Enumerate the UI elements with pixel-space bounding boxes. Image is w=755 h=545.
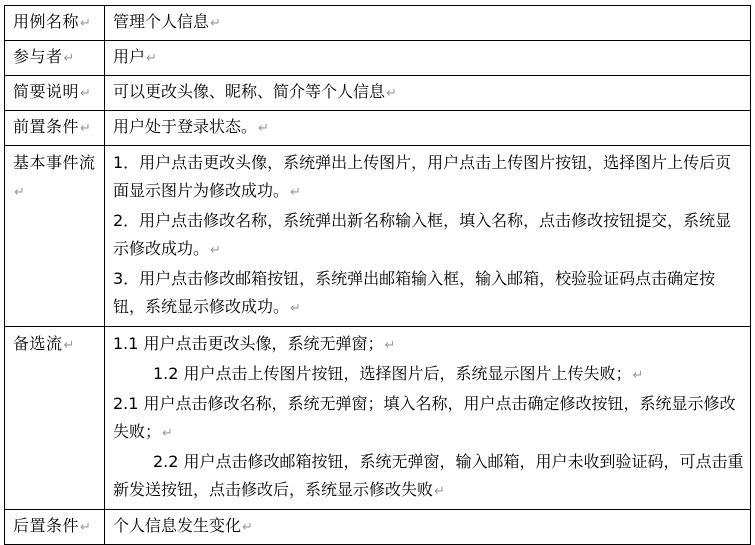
- paragraph-mark-icon: ↵: [290, 185, 301, 200]
- cell-value: [105, 510, 751, 545]
- flow-step-text: 2．用户点击修改名称，系统弹出新名称输入框，填入名称，点击修改按钮提交，系统显示修改成功。: [113, 211, 732, 258]
- label-text: 简要说明: [13, 82, 80, 101]
- label-text: 参与者: [13, 47, 63, 66]
- use-case-table: [4, 5, 751, 545]
- cell-label: [5, 327, 105, 510]
- flow-step: [113, 149, 744, 207]
- alt-step-text: 1.2 用户点击上传图片按钮，选择图片后，系统显示图片上传失败；: [153, 364, 632, 383]
- paragraph-mark-icon: ↵: [290, 301, 301, 316]
- flow-step-text: 1．用户点击更改头像，系统弹出上传图片，用户点击上传图片按钮，选择图片上传后页面显示图片为修改成功。: [113, 153, 732, 200]
- alt-step: [113, 360, 744, 390]
- paragraph-mark-icon: ↵: [384, 338, 396, 353]
- cell-value: [105, 146, 751, 327]
- flow-step-text: 3．用户点击修改邮箱按钮，系统弹出邮箱输入框，输入邮箱，校验验证码点击确定按钮，系统显示修改成功。: [113, 269, 716, 316]
- paragraph-mark-icon: ↵: [80, 86, 92, 101]
- paragraph-mark-icon: ↵: [63, 338, 75, 353]
- paragraph-mark-icon: ↵: [386, 86, 397, 101]
- paragraph-mark-icon: ↵: [14, 185, 26, 200]
- paragraph-mark-icon: ↵: [632, 368, 644, 383]
- row-postcondition: [5, 510, 751, 545]
- paragraph-mark-icon: ↵: [146, 51, 157, 66]
- cell-label: [5, 41, 105, 76]
- row-basic-flow: [5, 146, 751, 327]
- label-text: 基本事件流: [13, 153, 96, 172]
- row-actor: [5, 41, 751, 76]
- cell-value: [105, 41, 751, 76]
- cell-value: [105, 327, 751, 510]
- row-use-case-name: [5, 6, 751, 41]
- alt-step-text: 1.1 用户点击更改头像，系统无弹窗；: [113, 334, 384, 353]
- paragraph-mark-icon: ↵: [80, 520, 92, 535]
- paragraph-mark-icon: ↵: [258, 121, 269, 136]
- alt-step-text: 2.1 用户点击修改名称，系统无弹窗；填入名称，用户点击确定修改按钮，系统显示修改失败；: [113, 394, 736, 441]
- paragraph-mark-icon: ↵: [210, 243, 221, 258]
- label-text: 后置条件: [13, 516, 80, 535]
- paragraph-mark-icon: ↵: [63, 51, 75, 66]
- label-text: 备选流: [13, 334, 63, 353]
- cell-value: [105, 76, 751, 111]
- label-text: 前置条件: [13, 117, 80, 136]
- paragraph-mark-icon: ↵: [210, 16, 221, 31]
- row-brief-description: [5, 76, 751, 111]
- cell-label: [5, 6, 105, 41]
- cell-label: [5, 76, 105, 111]
- value-text: 用户: [113, 47, 146, 66]
- value-text: 个人信息发生变化: [113, 516, 242, 535]
- value-text: 管理个人信息: [113, 12, 210, 31]
- row-alternative-flow: [5, 327, 751, 510]
- value-text: 可以更改头像、昵称、简介等个人信息: [113, 82, 386, 101]
- flow-step: [113, 265, 744, 323]
- cell-label: [5, 111, 105, 146]
- alt-step: [113, 330, 744, 360]
- paragraph-mark-icon: ↵: [434, 484, 445, 499]
- alt-step-text: 2.2 用户点击修改邮箱按钮，系统无弹窗，输入邮箱，用户未收到验证码，可点击重新发送按钮，点击修改后，系统显示修改失败: [113, 452, 744, 499]
- cell-label: [5, 146, 105, 327]
- alt-step: [113, 448, 744, 506]
- cell-value: [105, 6, 751, 41]
- label-text: 用例名称: [13, 12, 80, 31]
- paragraph-mark-icon: ↵: [242, 520, 253, 535]
- paragraph-mark-icon: ↵: [80, 16, 92, 31]
- cell-label: [5, 510, 105, 545]
- flow-step: [113, 207, 744, 265]
- paragraph-mark-icon: ↵: [80, 121, 92, 136]
- value-text: 用户处于登录状态。: [113, 117, 258, 136]
- alt-step: [113, 390, 744, 448]
- row-precondition: [5, 111, 751, 146]
- paragraph-mark-icon: ↵: [162, 426, 173, 441]
- cell-value: [105, 111, 751, 146]
